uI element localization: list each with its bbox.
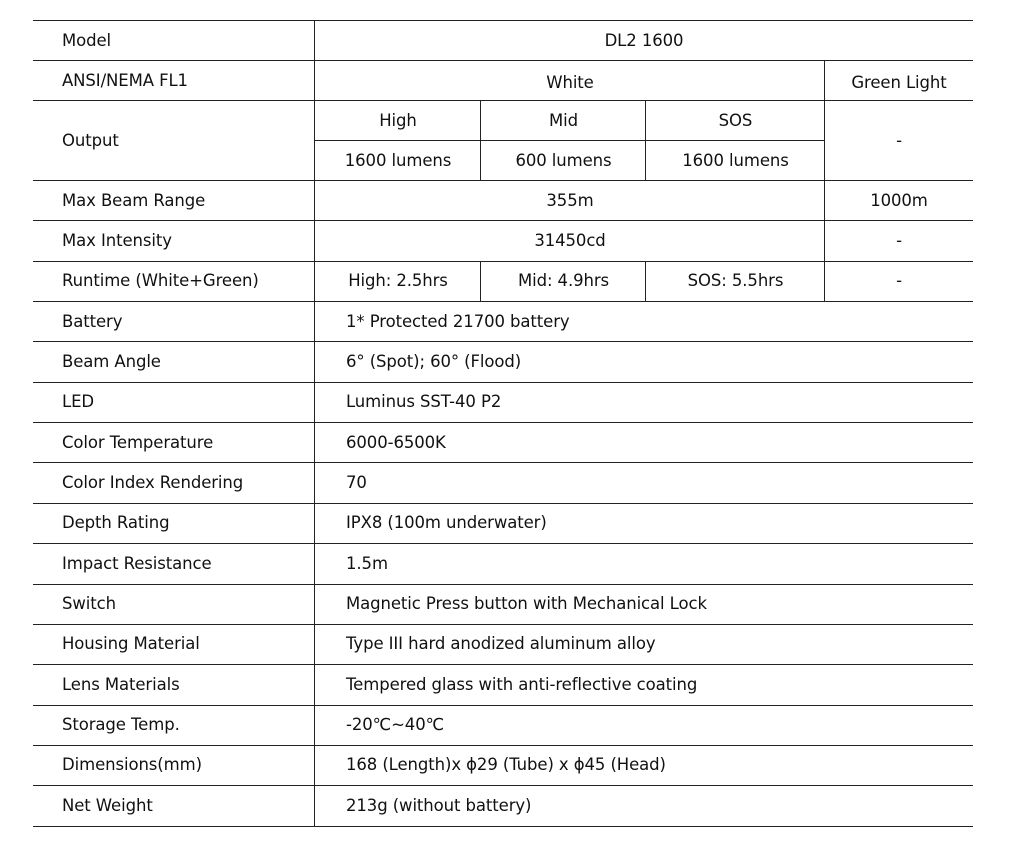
row-label-intensity: Max Intensity bbox=[62, 231, 172, 251]
model-value: DL2 1600 bbox=[604, 30, 684, 50]
runtime-green: - bbox=[896, 271, 902, 291]
rule-v-col3-output bbox=[645, 100, 646, 180]
row-label-impact-resistance: Impact Resistance bbox=[62, 553, 212, 573]
rule-v-col2-output bbox=[480, 100, 481, 180]
row-label-ansi: ANSI/NEMA FL1 bbox=[62, 70, 188, 90]
row-label-housing-material: Housing Material bbox=[62, 634, 200, 654]
row-label-color-index-rendering: Color Index Rendering bbox=[62, 473, 244, 493]
rule-h bbox=[33, 462, 973, 463]
rule-h bbox=[33, 785, 973, 786]
dimensions-value: 168 (Length)x ɸ29 (Tube) x ɸ45 (Head) bbox=[346, 755, 666, 775]
intensity-white: 31450cd bbox=[534, 231, 606, 251]
beam-angle-value: 6° (Spot); 60° (Flood) bbox=[346, 352, 522, 372]
output-lumens-sos: 1600 lumens bbox=[682, 150, 789, 170]
row-label-lens-materials: Lens Materials bbox=[62, 674, 180, 694]
net-weight-value: 213g (without battery) bbox=[346, 795, 532, 815]
row-label-runtime: Runtime (White+Green) bbox=[62, 271, 259, 291]
row-label-output: Output bbox=[62, 130, 119, 150]
rule-v-label bbox=[314, 20, 315, 826]
spec-table bbox=[33, 20, 973, 826]
row-label-beam-angle: Beam Angle bbox=[62, 352, 161, 372]
rule-bottom bbox=[33, 826, 973, 827]
rule-h bbox=[33, 341, 973, 342]
runtime-high: High: 2.5hrs bbox=[348, 271, 448, 291]
output-green-value: - bbox=[896, 130, 902, 150]
row-label-switch: Switch bbox=[62, 594, 116, 614]
output-lumens-mid: 600 lumens bbox=[515, 150, 612, 170]
battery-value: 1* Protected 21700 battery bbox=[346, 311, 570, 331]
row-label-led: LED bbox=[62, 392, 95, 412]
rule-h bbox=[33, 624, 973, 625]
row-label-color-temperature: Color Temperature bbox=[62, 432, 214, 452]
rule-h-output-mid bbox=[315, 140, 825, 141]
rule-h bbox=[33, 301, 973, 302]
rule-h bbox=[33, 382, 973, 383]
rule-h bbox=[33, 220, 973, 221]
rule-h bbox=[33, 543, 973, 544]
rule-h bbox=[33, 584, 973, 585]
storage-temp-value: -20℃~40℃ bbox=[346, 715, 445, 735]
rule-h bbox=[33, 422, 973, 423]
rule-h bbox=[33, 664, 973, 665]
rule-h bbox=[33, 100, 973, 101]
rule-h bbox=[33, 503, 973, 504]
rule-h bbox=[33, 180, 973, 181]
ansi-white-header: White bbox=[546, 72, 594, 92]
row-label-model: Model bbox=[62, 30, 112, 50]
rule-top bbox=[33, 20, 973, 21]
depth-rating-value: IPX8 (100m underwater) bbox=[346, 513, 547, 533]
lens-materials-value: Tempered glass with anti-reflective coating bbox=[346, 674, 698, 694]
runtime-mid: Mid: 4.9hrs bbox=[517, 271, 610, 291]
row-label-storage-temp: Storage Temp. bbox=[62, 715, 180, 735]
rule-h bbox=[33, 705, 973, 706]
output-mode-mid: Mid bbox=[549, 110, 578, 130]
rule-h bbox=[33, 60, 973, 61]
rule-h bbox=[33, 261, 973, 262]
rule-v-green bbox=[824, 60, 825, 301]
row-label-dimensions: Dimensions(mm) bbox=[62, 755, 202, 775]
intensity-green: - bbox=[896, 231, 902, 251]
switch-value: Magnetic Press button with Mechanical Lock bbox=[346, 594, 707, 614]
output-lumens-high: 1600 lumens bbox=[344, 150, 452, 170]
impact-resistance-value: 1.5m bbox=[346, 553, 388, 573]
runtime-sos: SOS: 5.5hrs bbox=[687, 271, 784, 291]
color-index-rendering-value: 70 bbox=[346, 473, 367, 493]
color-temperature-value: 6000-6500K bbox=[346, 432, 446, 452]
row-label-net-weight: Net Weight bbox=[62, 795, 153, 815]
rule-v-col3-runtime bbox=[645, 261, 646, 301]
housing-material-value: Type III hard anodized aluminum alloy bbox=[346, 634, 656, 654]
rule-h bbox=[33, 745, 973, 746]
row-label-depth-rating: Depth Rating bbox=[62, 513, 170, 533]
ansi-green-header: Green Light bbox=[851, 72, 947, 92]
output-mode-high: High bbox=[379, 110, 417, 130]
beam-range-green: 1000m bbox=[870, 190, 928, 210]
row-label-beam-range: Max Beam Range bbox=[62, 190, 206, 210]
row-label-battery: Battery bbox=[62, 311, 123, 331]
beam-range-white: 355m bbox=[546, 190, 594, 210]
led-value: Luminus SST-40 P2 bbox=[346, 392, 502, 412]
rule-v-col2-runtime bbox=[480, 261, 481, 301]
output-mode-sos: SOS bbox=[718, 110, 753, 130]
